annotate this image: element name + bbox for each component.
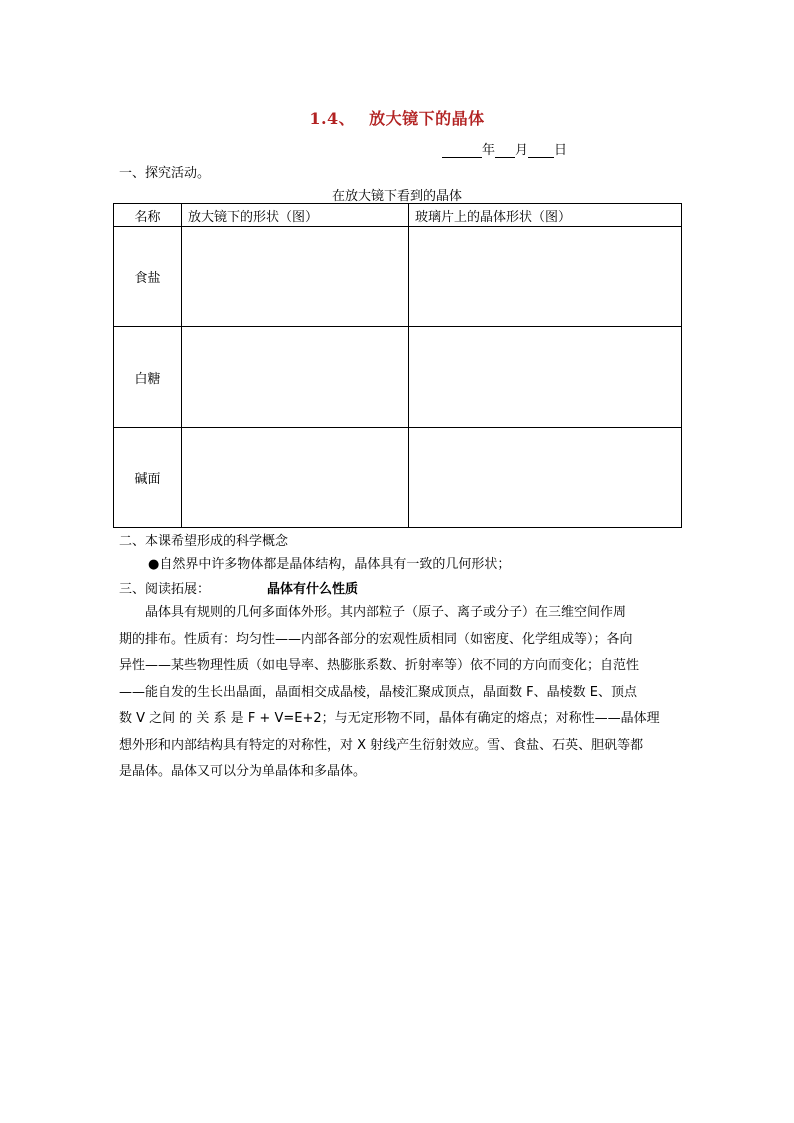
drawing-cell[interactable]: [182, 327, 409, 428]
date-line: [442, 139, 567, 158]
header-name: 名称: [114, 204, 182, 227]
header-glass-shape: 玻璃片上的晶体形状（图）: [409, 204, 682, 227]
month-label: 月: [515, 143, 529, 158]
month-blank[interactable]: [495, 145, 515, 158]
reading-title: 晶体有什么性质: [267, 582, 359, 597]
page-title: [0, 106, 794, 129]
table-row: [114, 327, 682, 428]
table-caption: 在放大镜下看到的晶体: [331, 189, 462, 204]
drawing-cell[interactable]: [182, 428, 409, 528]
drawing-cell[interactable]: [409, 327, 682, 428]
section-heading-concept: 二、本课希望形成的科学概念: [119, 534, 289, 549]
drawing-cell[interactable]: [409, 227, 682, 327]
observation-table: [113, 203, 682, 528]
title-text: 放大镜下的晶体: [369, 109, 485, 128]
header-magnifier-shape: 放大镜下的形状（图）: [182, 204, 409, 227]
day-blank[interactable]: [528, 145, 554, 158]
reading-paragraph: [119, 600, 675, 786]
paragraph-line: 期的排布。性质有：均匀性——内部各部分的宏观性质相同（如密度、化学组成等）；各向: [119, 631, 633, 647]
table-row: [114, 227, 682, 327]
year-blank[interactable]: [442, 145, 482, 158]
concept-bullet: ●自然界中许多物体都是晶体结构，晶体具有一致的几何形状；: [148, 557, 511, 572]
day-label: 日: [554, 143, 568, 158]
row-label-soda: 碱面: [114, 428, 182, 528]
year-label: 年: [482, 143, 496, 158]
row-label-sugar: 白糖: [114, 327, 182, 428]
section-heading-activity: 一、探究活动。: [119, 166, 211, 181]
section-heading-reading: 三、阅读拓展：: [119, 582, 211, 597]
table-row: [114, 428, 682, 528]
row-label-salt: 食盐: [114, 227, 182, 327]
drawing-cell[interactable]: [182, 227, 409, 327]
paragraph-line: ——能自发的生长出晶面，晶面相交成晶棱，晶棱汇聚成顶点，晶面数 F、晶棱数 E、顶点: [119, 684, 637, 700]
paragraph-line: 是晶体。晶体又可以分为单晶体和多晶体。: [119, 764, 367, 779]
paragraph-line: 异性——某些物理性质（如电导率、热膨胀系数、折射率等）依不同的方向而变化；自范性: [119, 658, 640, 673]
paragraph-line: 晶体具有规则的几何多面体外形。其内部粒子（原子、离子或分子）在三维空间作周: [145, 605, 627, 620]
drawing-cell[interactable]: [409, 428, 682, 528]
title-number: 1.4、: [309, 109, 356, 128]
paragraph-line: 数 V 之间 的 关 系 是 F + V=E+2；与无定形物不同，晶体有确定的熔点；对称性——晶体理: [119, 711, 660, 726]
paragraph-line: 想外形和内部结构具有特定的对称性，对 X 射线产生衍射效应。雪、食盐、石英、胆矾等都: [119, 737, 644, 753]
table-header-row: [114, 204, 682, 227]
